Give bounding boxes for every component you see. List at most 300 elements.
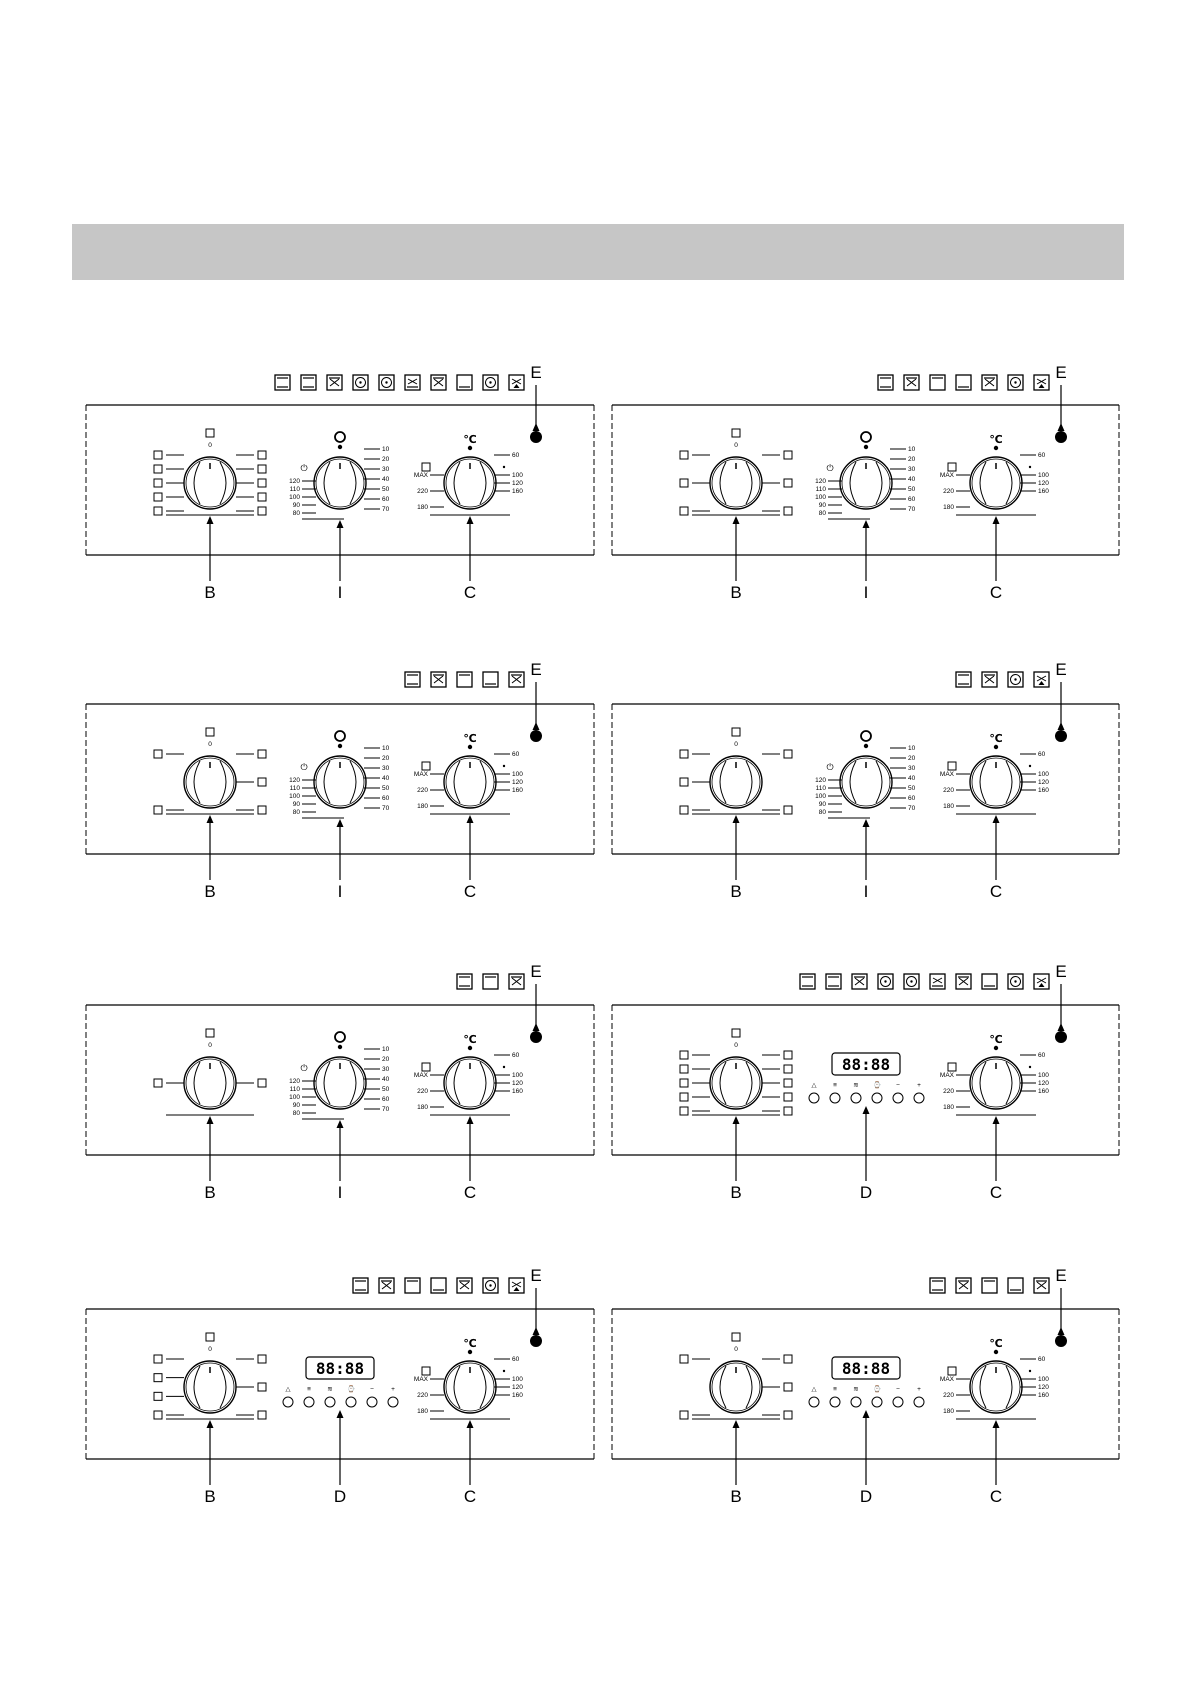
arrow-b-head — [733, 1420, 740, 1428]
label-e: E — [1055, 1266, 1067, 1285]
timer-right-label: 70 — [382, 506, 390, 513]
temperature-icon: ℃ — [989, 1338, 1003, 1350]
temp-left-label: 220 — [417, 488, 428, 495]
button-symbol: − — [370, 1386, 374, 1393]
temp-dot — [1029, 765, 1031, 767]
function-symbol-icon — [258, 778, 266, 786]
control-button[interactable] — [914, 1093, 924, 1103]
temperature-indicator-dot — [468, 1046, 472, 1050]
function-symbol-icon — [258, 479, 266, 487]
temp-right-label: 120 — [512, 1080, 523, 1087]
timer-left-label: 100 — [815, 494, 826, 501]
temp-right-label: 100 — [512, 472, 523, 479]
knob-timer[interactable] — [314, 756, 366, 808]
label-i: I — [337, 1183, 343, 1202]
knob-timer[interactable] — [840, 457, 892, 509]
button-symbol: + — [391, 1386, 395, 1393]
knob-b[interactable] — [184, 1057, 236, 1109]
function-symbol-icon — [680, 1411, 688, 1419]
fan-grill-icon — [904, 375, 919, 390]
control-button[interactable] — [893, 1093, 903, 1103]
temp-right-label: 160 — [1038, 1392, 1049, 1399]
temp-right-label: 120 — [512, 779, 523, 786]
label-c: C — [989, 1183, 1003, 1202]
temp-right-label: 160 — [512, 1088, 523, 1095]
temperature-indicator-dot — [468, 446, 472, 450]
timer-left-label: 120 — [289, 478, 300, 485]
indicator-lamp-e — [1055, 730, 1067, 742]
temp-right-label: 160 — [1038, 1088, 1049, 1095]
temp-right-label: 60 — [512, 1356, 520, 1363]
timer-right-label: 40 — [908, 775, 916, 782]
temp-right-label: 160 — [512, 488, 523, 495]
arrow-b-head — [733, 815, 740, 823]
label-e: E — [530, 962, 542, 981]
temp-right-label: 100 — [512, 1376, 523, 1383]
function-symbol-icon — [784, 750, 792, 758]
fan-grill-icon — [956, 1278, 971, 1293]
control-button[interactable] — [851, 1093, 861, 1103]
timer-right-label: 30 — [908, 466, 916, 473]
function-symbol-icon — [784, 1065, 792, 1073]
timer-right-label: 50 — [382, 486, 390, 493]
knob-c[interactable] — [970, 1057, 1022, 1109]
timer-left-label: 110 — [289, 785, 300, 792]
control-button[interactable] — [809, 1397, 819, 1407]
knob-c[interactable] — [970, 756, 1022, 808]
digital-display — [832, 1357, 900, 1379]
full-grill-icon — [509, 974, 524, 989]
fan-grill-icon — [982, 672, 997, 687]
knob-b[interactable] — [184, 457, 236, 509]
max-grill-icon — [422, 762, 430, 770]
knob-c[interactable] — [444, 457, 496, 509]
timer-left-label: 110 — [289, 1086, 300, 1093]
label-b: B — [204, 882, 216, 901]
function-symbol-icon — [154, 1079, 162, 1087]
knob-b[interactable] — [184, 1361, 236, 1413]
temp-right-label: 120 — [512, 480, 523, 487]
temp-left-label: 220 — [417, 1088, 428, 1095]
function-symbol-icon — [784, 479, 792, 487]
arrow-e-head — [533, 722, 540, 730]
function-symbol-icon — [680, 778, 688, 786]
label-c: C — [989, 583, 1003, 602]
top-heat-icon — [457, 672, 472, 687]
timer-right-label: 20 — [382, 456, 390, 463]
label-i: I — [863, 882, 869, 901]
fan-hot-air-icon — [483, 1278, 498, 1293]
static-oven-icon — [275, 375, 290, 390]
control-button[interactable] — [304, 1397, 314, 1407]
timer-right-label: 40 — [908, 476, 916, 483]
display-digits: 88:88 — [841, 1055, 891, 1074]
timer-right-label: 50 — [908, 486, 916, 493]
off-position-icon — [206, 1333, 214, 1341]
function-symbol-icon — [258, 507, 266, 515]
timer-left-label: 110 — [815, 785, 826, 792]
indicator-lamp-e — [530, 431, 542, 443]
button-symbol: + — [917, 1082, 921, 1089]
function-symbol-icon — [680, 1065, 688, 1073]
manual-mode-icon: ⏻ — [826, 463, 834, 473]
arrow-i-head — [337, 819, 344, 827]
timer-right-label: 30 — [382, 466, 390, 473]
timer-right-label: 60 — [382, 496, 390, 503]
arrow-i-head — [337, 520, 344, 528]
arrow-e-head — [533, 1023, 540, 1031]
button-symbol: ≋ — [327, 1386, 333, 1393]
fan-assisted-icon — [878, 974, 893, 989]
knob-b-zero: 0 — [208, 741, 212, 748]
panel-3 — [86, 660, 594, 901]
temperature-indicator-dot — [994, 1350, 998, 1354]
fan-grill-icon — [852, 974, 867, 989]
panel-7 — [86, 1266, 594, 1506]
function-symbol-icon — [154, 451, 162, 459]
indicator-lamp-e — [1055, 1031, 1067, 1043]
function-symbol-icon — [784, 1411, 792, 1419]
temperature-icon: ℃ — [463, 733, 477, 745]
top-heat-icon — [405, 1278, 420, 1293]
panel-6 — [612, 962, 1119, 1202]
temperature-icon: ℃ — [989, 1034, 1003, 1046]
temp-left-label: 180 — [943, 1104, 954, 1111]
arrow-b-head — [733, 1116, 740, 1124]
button-symbol: ≡ — [307, 1386, 311, 1393]
temperature-indicator-dot — [994, 1046, 998, 1050]
temperature-indicator-dot — [468, 1350, 472, 1354]
function-symbol-icon — [154, 1411, 162, 1419]
knob-b[interactable] — [184, 756, 236, 808]
control-button[interactable] — [346, 1397, 356, 1407]
defrost-fan-icon — [1008, 974, 1023, 989]
arrow-e-head — [1058, 423, 1065, 431]
top-heat-icon — [982, 1278, 997, 1293]
top-heat-icon — [483, 974, 498, 989]
timer-right-label: 50 — [382, 785, 390, 792]
arrow-c-head — [993, 1420, 1000, 1428]
function-symbol-icon — [784, 1093, 792, 1101]
control-button[interactable] — [872, 1397, 882, 1407]
button-symbol: ⌚ — [872, 1386, 882, 1393]
temp-dot — [503, 765, 505, 767]
temp-left-label: 180 — [943, 803, 954, 810]
function-symbol-icon — [680, 507, 688, 515]
temp-right-label: 160 — [512, 787, 523, 794]
temp-right-label: 120 — [1038, 1080, 1049, 1087]
function-symbol-icon — [784, 1107, 792, 1115]
timer-right-label: 40 — [382, 1076, 390, 1083]
control-button[interactable] — [809, 1093, 819, 1103]
panel-8 — [612, 1266, 1119, 1506]
temp-right-label: 60 — [512, 1052, 520, 1059]
timer-right-label: 40 — [382, 476, 390, 483]
knob-b[interactable] — [710, 756, 762, 808]
button-symbol: − — [896, 1386, 900, 1393]
control-button[interactable] — [851, 1397, 861, 1407]
function-symbol-icon — [154, 750, 162, 758]
digital-display — [832, 1053, 900, 1075]
function-symbol-icon — [154, 1374, 162, 1382]
temperature-icon: ℃ — [989, 434, 1003, 446]
function-symbol-icon — [258, 465, 266, 473]
full-grill-icon — [956, 974, 971, 989]
label-c: C — [989, 882, 1003, 901]
arrow-i-head — [863, 520, 870, 528]
timer-right-label: 60 — [382, 795, 390, 802]
arrow-i-head — [337, 1120, 344, 1128]
bottom-heat-icon — [431, 1278, 446, 1293]
fan-grill-icon — [327, 375, 342, 390]
manual-mode-icon: ⏻ — [300, 463, 308, 473]
function-symbol-icon — [680, 1355, 688, 1363]
bottom-heat-icon — [483, 672, 498, 687]
bottom-heat-icon — [956, 375, 971, 390]
knob-timer[interactable] — [840, 756, 892, 808]
pizza-icon — [1034, 375, 1049, 390]
function-symbol-icon — [680, 479, 688, 487]
temp-dot — [503, 1370, 505, 1372]
label-c: C — [463, 583, 477, 602]
temperature-icon: ℃ — [463, 434, 477, 446]
control-button[interactable] — [367, 1397, 377, 1407]
knob-c[interactable] — [444, 756, 496, 808]
arrow-c-head — [467, 1420, 474, 1428]
function-symbol-icon — [154, 479, 162, 487]
off-position-icon — [206, 429, 214, 437]
knob-c[interactable] — [970, 457, 1022, 509]
fan-hot-air-icon — [1008, 672, 1023, 687]
label-d: D — [859, 1183, 873, 1202]
control-button[interactable] — [283, 1397, 293, 1407]
temp-left-label: MAX — [413, 771, 428, 778]
full-grill-icon — [1034, 1278, 1049, 1293]
function-symbol-icon — [784, 451, 792, 459]
control-button[interactable] — [872, 1093, 882, 1103]
function-symbol-icon — [680, 806, 688, 814]
static-oven-icon — [930, 1278, 945, 1293]
timer-right-label: 70 — [908, 506, 916, 513]
label-e: E — [530, 660, 542, 679]
timer-left-label: 100 — [815, 793, 826, 800]
arrow-c-head — [993, 516, 1000, 524]
control-button[interactable] — [830, 1397, 840, 1407]
timer-right-label: 30 — [382, 1066, 390, 1073]
function-symbol-icon — [680, 1107, 688, 1115]
grill-bottom-icon — [930, 974, 945, 989]
temp-right-label: 60 — [1038, 1052, 1046, 1059]
label-b: B — [204, 1183, 216, 1202]
knob-c[interactable] — [444, 1361, 496, 1413]
timer-right-label: 50 — [382, 1086, 390, 1093]
top-heat-icon — [930, 375, 945, 390]
temp-right-label: 120 — [1038, 480, 1049, 487]
timer-left-label: 100 — [289, 793, 300, 800]
control-button[interactable] — [893, 1397, 903, 1407]
off-position-icon — [732, 1333, 740, 1341]
max-grill-icon — [422, 1367, 430, 1375]
timer-right-label: 60 — [382, 1096, 390, 1103]
function-symbol-icon — [680, 750, 688, 758]
static-oven-icon — [457, 974, 472, 989]
timer-right-label: 10 — [382, 446, 390, 453]
temp-left-label: 220 — [943, 488, 954, 495]
arrow-e-head — [533, 1327, 540, 1335]
timer-left-label: 120 — [815, 777, 826, 784]
knob-timer[interactable] — [314, 457, 366, 509]
button-symbol: △ — [811, 1386, 817, 1393]
timer-right-label: 70 — [908, 805, 916, 812]
control-button[interactable] — [325, 1397, 335, 1407]
button-symbol: ≋ — [853, 1386, 859, 1393]
knob-b[interactable] — [710, 457, 762, 509]
function-symbol-icon — [154, 1392, 162, 1400]
full-grill-icon — [431, 375, 446, 390]
button-symbol: − — [896, 1082, 900, 1089]
temp-right-label: 160 — [1038, 488, 1049, 495]
timer-right-label: 50 — [908, 785, 916, 792]
clock-icon — [861, 731, 871, 748]
static-oven-icon — [353, 1278, 368, 1293]
temp-right-label: 120 — [1038, 779, 1049, 786]
control-button[interactable] — [388, 1397, 398, 1407]
label-b: B — [730, 1183, 742, 1202]
timer-right-label: 30 — [908, 765, 916, 772]
timer-right-label: 10 — [908, 745, 916, 752]
manual-mode-icon: ⏻ — [300, 1063, 308, 1073]
temp-dot — [1029, 1370, 1031, 1372]
label-b: B — [204, 1487, 216, 1506]
timer-right-label: 10 — [382, 745, 390, 752]
label-i: I — [337, 583, 343, 602]
knob-timer[interactable] — [314, 1057, 366, 1109]
temp-right-label: 60 — [512, 751, 520, 758]
timer-right-label: 20 — [382, 1056, 390, 1063]
clock-icon — [335, 432, 345, 449]
timer-right-label: 60 — [908, 496, 916, 503]
max-grill-icon — [948, 463, 956, 471]
label-e: E — [530, 363, 542, 382]
function-symbol-icon — [154, 1355, 162, 1363]
function-symbol-icon — [784, 507, 792, 515]
knob-c[interactable] — [970, 1361, 1022, 1413]
indicator-lamp-e — [530, 730, 542, 742]
digital-display — [306, 1357, 374, 1379]
function-symbol-icon — [258, 493, 266, 501]
temp-left-label: MAX — [413, 1376, 428, 1383]
indicator-lamp-e — [1055, 1335, 1067, 1347]
indicator-lamp-e — [530, 1335, 542, 1347]
off-position-icon — [206, 1029, 214, 1037]
label-b: B — [730, 1487, 742, 1506]
temp-right-label: 100 — [1038, 472, 1049, 479]
button-symbol: ≋ — [853, 1082, 859, 1089]
manual-mode-icon: ⏻ — [826, 762, 834, 772]
bottom-heat-icon — [1008, 1278, 1023, 1293]
function-symbol-icon — [258, 451, 266, 459]
timer-right-label: 30 — [382, 765, 390, 772]
label-e: E — [530, 1266, 542, 1285]
temp-left-label: 180 — [943, 1408, 954, 1415]
temp-left-label: 220 — [943, 1088, 954, 1095]
top-bottom-heat-icon — [301, 375, 316, 390]
button-symbol: ≡ — [833, 1386, 837, 1393]
arrow-b-head — [733, 516, 740, 524]
function-symbol-icon — [680, 1051, 688, 1059]
timer-left-label: 90 — [818, 502, 826, 509]
temp-left-label: 220 — [417, 1392, 428, 1399]
fan-assisted-icon — [353, 375, 368, 390]
function-symbol-icon — [784, 1383, 792, 1391]
timer-left-label: 110 — [815, 486, 826, 493]
temp-left-label: MAX — [413, 1072, 428, 1079]
fan-hot-air-icon — [379, 375, 394, 390]
pizza-icon — [509, 375, 524, 390]
arrow-b-head — [207, 1116, 214, 1124]
static-oven-icon — [878, 375, 893, 390]
temp-dot — [1029, 1066, 1031, 1068]
off-position-icon — [206, 728, 214, 736]
timer-right-label: 60 — [908, 795, 916, 802]
label-c: C — [463, 882, 477, 901]
temp-left-label: MAX — [939, 771, 954, 778]
timer-right-label: 20 — [908, 456, 916, 463]
temp-left-label: MAX — [939, 472, 954, 479]
temp-right-label: 160 — [1038, 787, 1049, 794]
temp-right-label: 100 — [1038, 1072, 1049, 1079]
max-grill-icon — [948, 762, 956, 770]
timer-left-label: 80 — [292, 510, 300, 517]
temp-right-label: 60 — [1038, 452, 1046, 459]
button-symbol: ⌚ — [346, 1386, 356, 1393]
temp-left-label: MAX — [939, 1072, 954, 1079]
fan-grill-icon — [379, 1278, 394, 1293]
label-b: B — [730, 583, 742, 602]
timer-right-label: 70 — [382, 1106, 390, 1113]
temp-right-label: 100 — [1038, 1376, 1049, 1383]
knob-c[interactable] — [444, 1057, 496, 1109]
full-grill-icon — [509, 672, 524, 687]
grill-bottom-icon — [405, 375, 420, 390]
arrow-e-head — [1058, 1023, 1065, 1031]
timer-right-label: 40 — [382, 775, 390, 782]
clock-icon — [861, 432, 871, 449]
temp-left-label: MAX — [413, 472, 428, 479]
arrow-d-head — [863, 1106, 870, 1114]
label-e: E — [1055, 660, 1067, 679]
clock-icon — [335, 731, 345, 748]
panel-2 — [612, 363, 1119, 602]
function-symbol-icon — [784, 806, 792, 814]
temperature-icon: ℃ — [989, 733, 1003, 745]
timer-left-label: 120 — [289, 777, 300, 784]
label-e: E — [1055, 962, 1067, 981]
control-button[interactable] — [914, 1397, 924, 1407]
temp-right-label: 160 — [512, 1392, 523, 1399]
temperature-indicator-dot — [468, 745, 472, 749]
control-button[interactable] — [830, 1093, 840, 1103]
function-symbol-icon — [258, 1383, 266, 1391]
label-e: E — [1055, 363, 1067, 382]
fan-grill-icon — [431, 672, 446, 687]
temp-right-label: 120 — [1038, 1384, 1049, 1391]
function-symbol-icon — [680, 1093, 688, 1101]
knob-b[interactable] — [710, 1057, 762, 1109]
function-symbol-icon — [258, 1355, 266, 1363]
timer-left-label: 100 — [289, 494, 300, 501]
knob-b[interactable] — [710, 1361, 762, 1413]
